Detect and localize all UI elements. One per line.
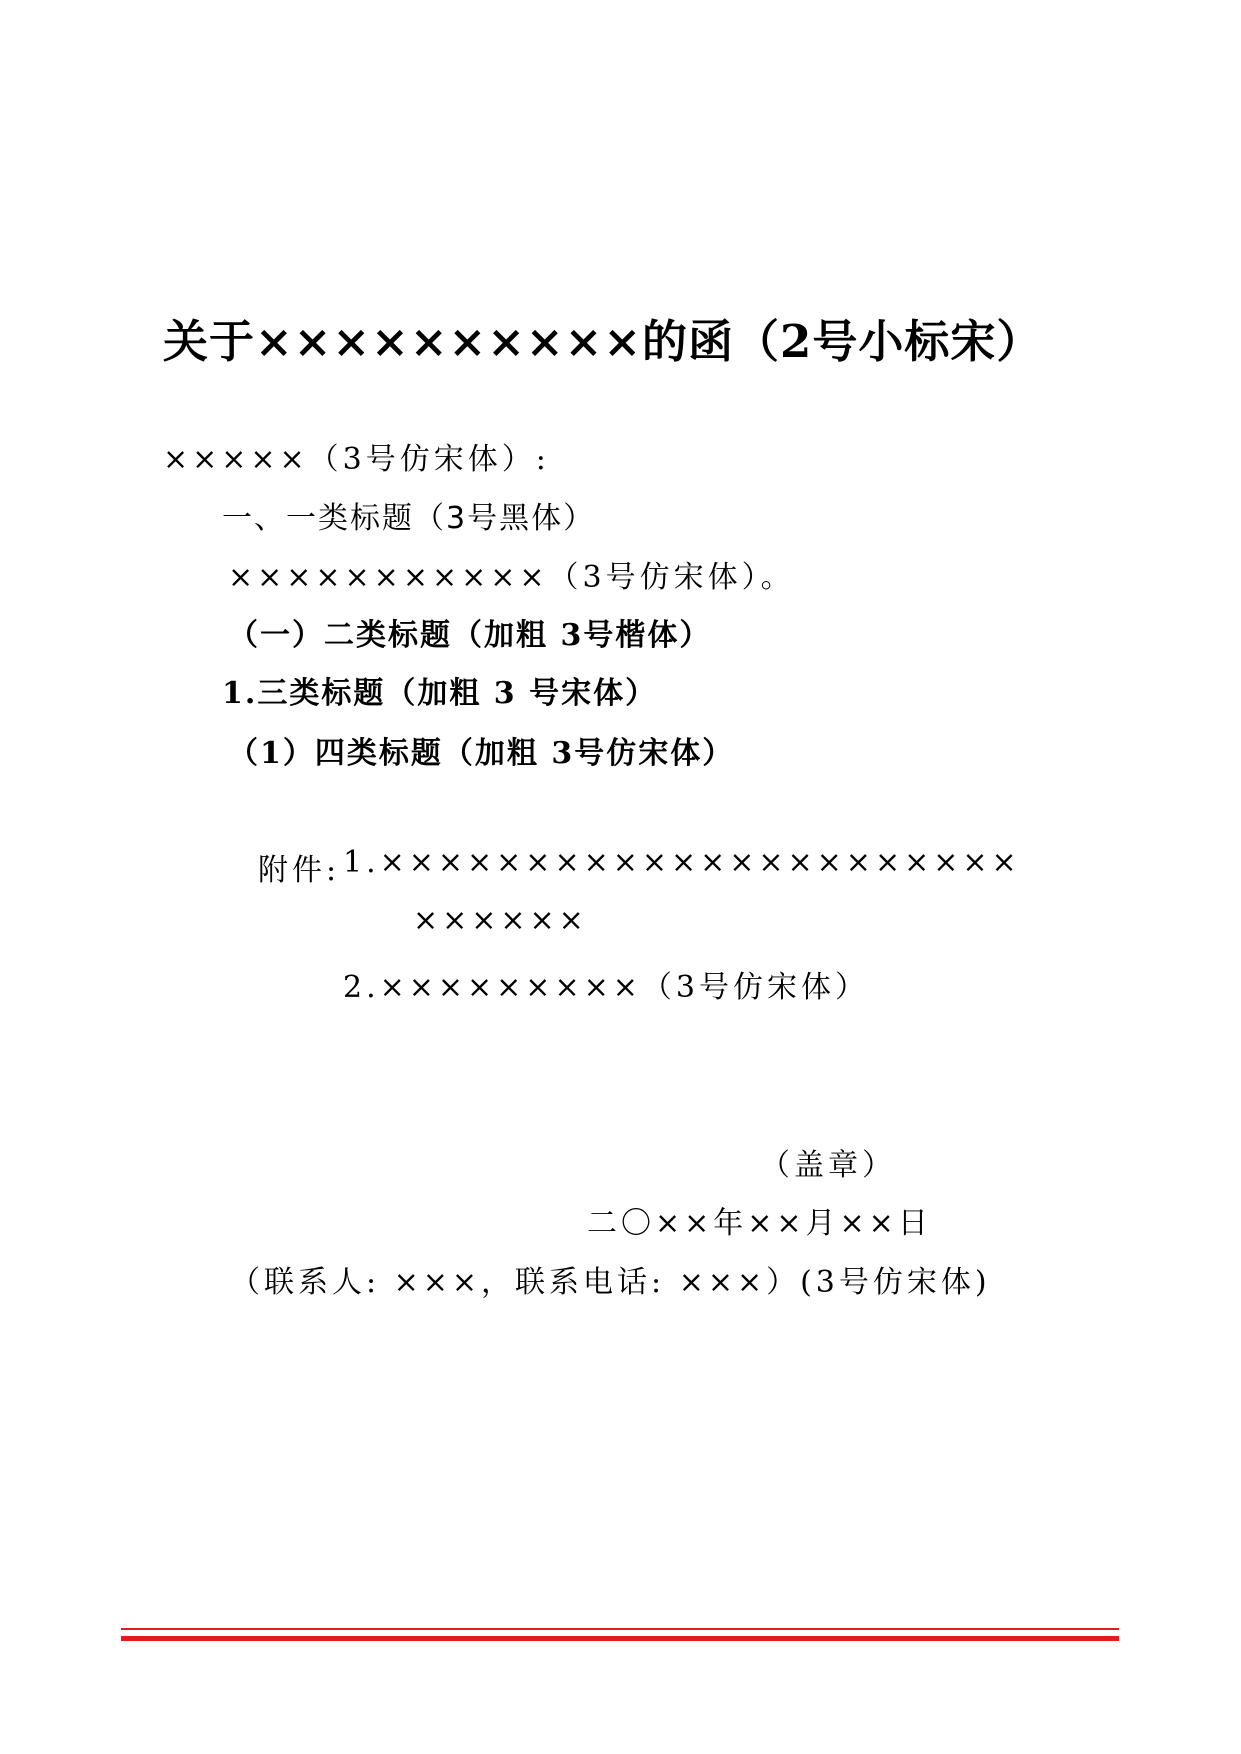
attachment-item-1-continued: ×××××× (413, 903, 588, 938)
salutation: ×××××（3号仿宋体）: (163, 442, 550, 477)
attachment-item-2: 2.×××××××××（3号仿宋体） (343, 970, 869, 1005)
footer-rule-thick (121, 1636, 1119, 1641)
heading-level-4: （1）四类标题（加粗 3号仿宋体） (228, 736, 735, 771)
footer-rule-thin (121, 1628, 1119, 1630)
document-date: 二〇××年××月××日 (587, 1206, 932, 1241)
heading-level-3: 1.三类标题（加粗 3 号宋体） (222, 676, 658, 711)
heading-level-2: （一）二类标题（加粗 3号楷体） (228, 618, 712, 653)
attachments-label: 附件: (258, 853, 341, 888)
body-paragraph: ×××××××××××（3号仿宋体）。 (228, 560, 795, 595)
heading-level-1: 一、一类标题（3号黑体） (222, 501, 596, 536)
contact-info: （联系人: ×××，联系电话: ×××）(3号仿宋体) (230, 1265, 991, 1300)
attachment-item-1: 1.×××××××××××××××××××××× (343, 845, 1021, 880)
document-title: 关于××××××××××的函（2号小标宋） (163, 315, 1043, 368)
seal-placeholder: （盖章） (760, 1148, 896, 1183)
